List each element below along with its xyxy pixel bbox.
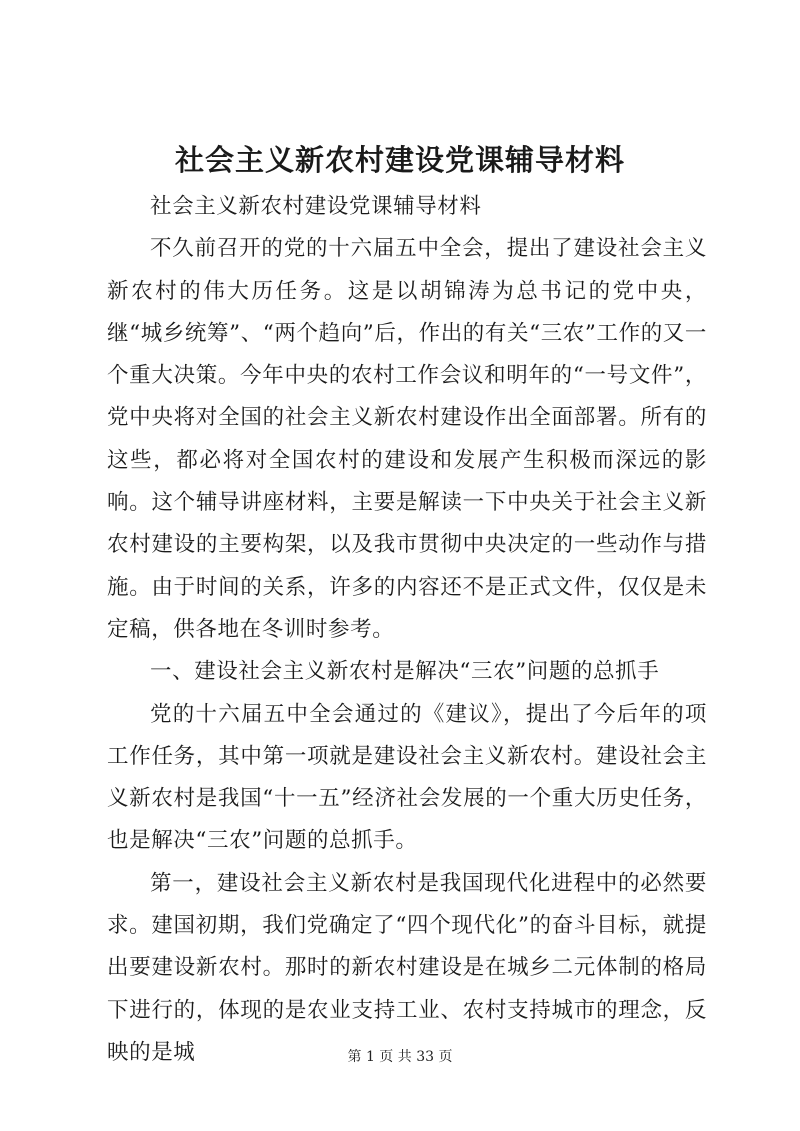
document-title: 社会主义新农村建设党课辅导材料 bbox=[174, 143, 625, 177]
document-body bbox=[107, 186, 707, 1074]
paragraph-intro: 不久前召开的党的十六届五中全会，提出了建设社会主义新农村的伟大历任务。这是以胡锦涛为总书记的党中央，继“城乡统筹”、“两个趋向”后，作出的有关“三农”工作的又一个重大决策。今年中央的农村工作会议和明年的“一号文件”，党中央将对全国的社会主义新农村建设作出全面部署。所有的这些，都必将对全国农村的建设和发展产生积极而深远的影响。这个辅导讲座材料，主要是解读一下中央关于社会主义新农村建设的主要构架，以及我市贯彻中央决定的一些动作与措施。由于时间的关系，许多的内容还不是正式文件，仅仅是未定稿，供各地在冬训时参考。 bbox=[107, 236, 707, 642]
page-footer: 第 1 页 共 33 页 bbox=[347, 1049, 453, 1065]
section-heading-1: 一、建设社会主义新农村是解决“三农”问题的总抓手 bbox=[150, 659, 660, 685]
paragraph-section-1: 党的十六届五中全会通过的《建议》，提出了今后年的项工作任务，其中第一项就是建设社会主义新农村。建设社会主义新农村是我国“十一五”经济社会发展的一个重大历史任务，也是解决“三农”问题的总抓手。 bbox=[107, 701, 707, 854]
paragraph-subtitle: 社会主义新农村建设党课辅导材料 bbox=[150, 194, 482, 219]
paragraph-point-1: 第一，建设社会主义新农村是我国现代化进程中的必然要求。建国初期，我们党确定了“四个现代化”的奋斗目标，就提出要建设新农村。那时的新农村建设是在城乡二元体制的格局下进行的，体现的是农业支持工业、农村支持城市的理念，反映的是城 bbox=[107, 870, 707, 1065]
